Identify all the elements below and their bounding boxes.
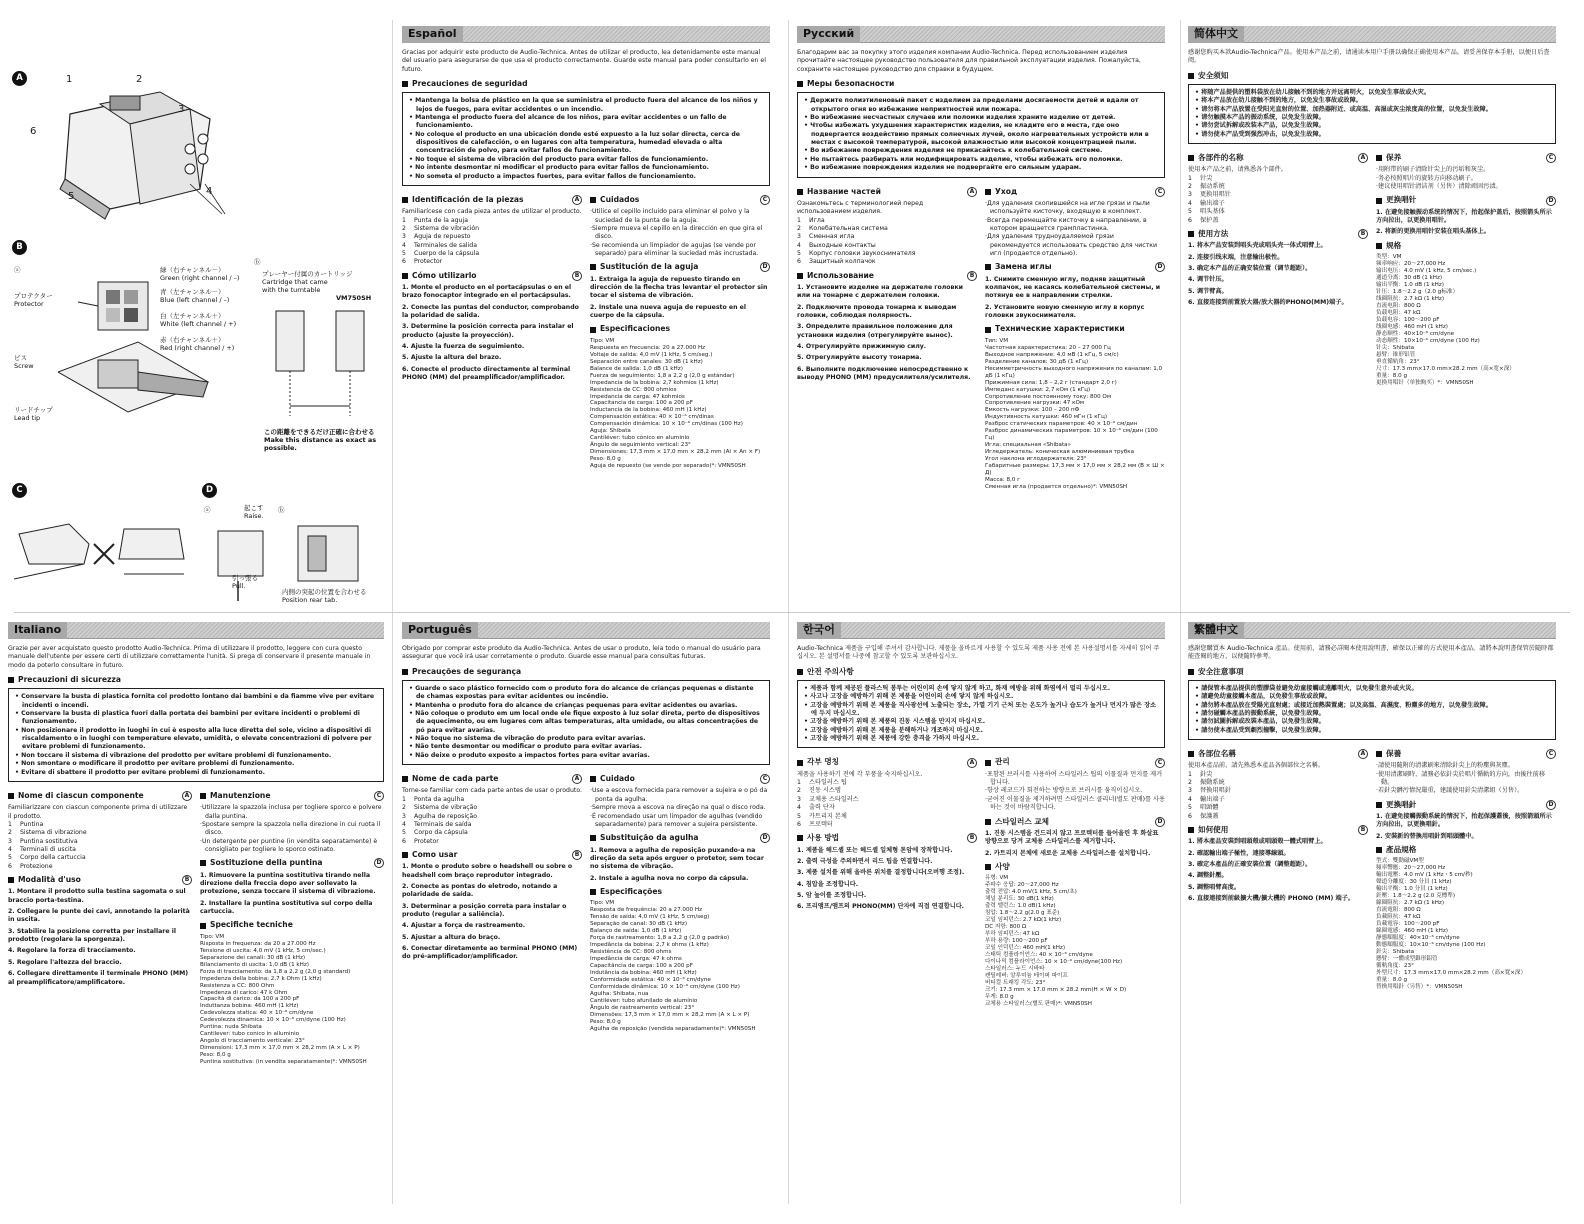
parts-heading: 各部件的名称 A (1188, 153, 1368, 163)
parts-heading: 각부 명칭 A (797, 757, 977, 767)
lang-title: Español (402, 26, 463, 43)
care-list: · Use a escova fornecida para remover a sujeira e o pó da ponta da agulha. · Sempre mova a escova na direção na qual o disco roda. · É recomendado usar um limpador de agulhas (vendido separadamente) para remover a sujeira persistente. (590, 787, 770, 829)
use-heading: Использование B (797, 271, 977, 281)
lang-title: 繁體中文 (1188, 622, 1244, 639)
parts-list: 1 Punta de la aguja 2 Sistema de vibración 3 Aguja de repuesto 4 Terminales de salida 5 Cuerpo de la cápsula 6 Protector (402, 216, 480, 266)
parts-intro: Familiarícese con cada pieza antes de utilizar el producto. (402, 208, 582, 216)
panel-ru: Русский Благодарим вас за покупку этого изделия компании Audio-Technica. Перед использованием изделия прочитайте настоящее руководство пользователя для правильной эксплуатации изделия. Пожалуйста, сохраните настоящее руководство для справки в будущем. Меры безопасности • Держите полиэтиленовый пакет с изделием за пределами досягаемости детей и вдали от открытого огня во избежание неприятностей или пожара. • Во избежание несчастных случаев или поломки изделия храните изделие от детей. • Чтобы избежать ухудшения характеристик изделия, не кладите его в места, где оно подвергается воздействию прямых солнечных лучей, около нагревательных устройств или в местах с высокой температурой, высокой влажностью или высокой концентрацией пыли. • Во избежание повреждения изделия не прикасайтесь к колебательной системе. • Не пытайтесь разбирать или модифицировать изделие, чтобы избежать его поломки. • Во избежание повреждения изделия не подвергайте его сильным ударам. Название частей A Ознакомьтесь с терминологией перед использованием изделия. 1 Игла 2 Колебательная система 3 Сменная игла 4 Выходные контакты 5 Корпус головки звукоснимателя 6 Защитный колпачок Использование B 1. Установите изделие на держателе головки или на тонарме с держателем головки. 2. Подключите провода тонарма к выводам головки, соблюдая полярность. 3. Определите правильное положение для установки изделия (отрегулируйте вынос). 4. Отрегулируйте прижимную силу. 5. Отрегулируйте высоту тонарма. 6. Выполните подключение непосредственно к выводу PHONO (MM) предусилителя/усилителя. Уход C · Для удаления скопившейся на игле грязи и пыли используйте кисточку, входящую в комплект. · Всегда перемещайте кисточку в направлении, в котором вращается грампластинка. · Для удаления трудноудаляемой грязи рекомендуется использовать средство для чистки игл (продается отдельно). Замена иглы D 1. Снимите сменную иглу, подняв защитный колпачок, не касаясь колебательной системы, и потянув ее в направлении стрелки. 2. Установите новую сменную иглу в корпус головки звукоснимателя. Технические характеристики Тип: VM Частотная характеристика: 20 – 27 000 Гц Выходное напряжение: 4,0 мВ (1 кГц, 5 см/с) Разделение каналов: 30 дБ (1 кГц) Несимметричность выходного напряжения по каналам: 1,0 дБ (1 кГц) Прижимная сила: 1,8 – 2,2 г (стандарт 2,0 г) Импеданс катушки: 2,7 кОм (1 кГц) Сопротивление постоянному току: 800 Ом Сопротивление нагрузки: 47 кОм Емкость нагрузки: 100 – 200 пФ Индуктивность катушки: 460 мГн (1 кГц) Разброс статических параметров: 40 × 10⁻⁶ см/дин Разброс динамических параметров: 10 × 10⁻⁶ см/дин (100 Гц) Игла: специальная «Shibata» Игледержатель: коническая алюминиевая трубка Угол наклона иглодержателя: 23° Габаритные размеры: 17,3 мм × 17,0 мм × 28,2 мм (В × Ш × Д) Масса: 8,0 г Сменная игла (продается отдельно)*: VMN50SH (797, 26, 1165, 606)
care-list: · 請使用隨附的清潔刷來清除針尖上的粉塵與灰塵。 · 使用清潔刷時，請務必依針尖於唱片循軌的方向，由後往前移動。 · 若針尖髒污情況嚴重，建議使用針尖清潔組（另售）。 (1376, 762, 1556, 795)
specs-heading: 사양 (985, 862, 1165, 872)
specs-heading: 规格 (1376, 241, 1556, 251)
care-heading: Manutenzione C (200, 791, 384, 801)
parts-heading: Nome de cada parte A (402, 774, 582, 784)
use-step: 2. Conecte las puntas del conductor, comprobando la polaridad de salida. (402, 303, 579, 320)
raise-label: 起こす Raise. (244, 504, 264, 521)
care-heading: 保養 C (1376, 749, 1556, 759)
replace-heading: 更換唱針 D (1376, 800, 1556, 810)
safety-box: • 将随产品提供的塑料袋放在幼儿接触不到的地方并远离明火，以免发生事故或火灾。 • 将本产品放在幼儿接触不到的地方，以免发生事故或故障。 • 请勿将本产品放置在受阳光直射的位置、加热器附近、或高温、高湿或灰尘浓度高的位置，以免发生故障。 • 请勿触摸本产品的振动系统，以免发生故障。 • 请勿尝试拆解或改装本产品，以免发生故障。 • 请勿使本产品受到强烈冲击，以免发生故障。 (1188, 84, 1556, 144)
lang-header (797, 622, 1165, 639)
intro: Grazie per aver acquistato questo prodotto Audio-Technica. Prima di utilizzare il prodotto, leggere con cura questo manuale dell'utente per essere certi di utilizzare correttamente l'unità. Si prega di conservare il presente manuale in modo da poterlo consultare in futuro. (8, 645, 371, 669)
replace-heading: Замена иглы D (985, 262, 1165, 272)
specs-text: 유형: VM 주파수 응답: 20～27,000 Hz 출력 전압: 4.0 mV(1 kHz, 5 cm/초) 채널 분리도: 30 dB(1 kHz) 출력 밸런스: 1.0 dB(1 kHz) 침압: 1.8～2.2 g(2.0 g 표준) 코일 임피던스: 2.7 kΩ(1 kHz) DC 저항: 800 Ω 부하 임피던스: 47 kΩ 부하 용량: 100～200 pF 코일 인덕턴스: 460 mH(1 kHz) 스태틱 컴플라이언스: 40 × 10⁻⁶ cm/dyne 다이나믹 컴플라이언스: 10 × 10⁻⁶ cm/dyne(100 Hz) 스타일러스: 누드 시바타 캔틸레버: 알루미늄 테이퍼 파이프 버티컬 트래킹 각도: 23° 크기: 17.3 mm × 17.0 mm × 28.2 mm(H × W × D) 무게: 8.0 g 교체용 스타일러스(별도 판매)*: VMN50SH (985, 875, 1127, 1007)
replace-heading: 更换唱针 D (1376, 195, 1556, 205)
figures-panel (8, 26, 380, 606)
use-step: 1. Monte el producto en el portacápsulas o en el brazo fonocaptor integrado en el portacápsulas. (402, 283, 572, 300)
care-heading: Cuidados C (590, 195, 770, 205)
lang-header (1188, 622, 1556, 639)
callout-5: 5 (68, 191, 75, 202)
lang-header (8, 622, 384, 639)
parts-list: 1 針尖 2 振動系統 3 替換用唱針 4 輸出端子 5 唱頭體 6 保護蓋 (1188, 770, 1231, 820)
care-heading: Уход C (985, 187, 1165, 197)
use-heading: Cómo utilizarlo B (402, 271, 582, 281)
wire-white-label: 白（左チャンネル＋） White (left channel / +) (160, 312, 237, 329)
use-step: 4. Ajuste la fuerza de seguimiento. (402, 343, 525, 351)
safety-heading: 安全注意事項 (1188, 667, 1556, 677)
parts-list: 1 Puntina 2 Sistema di vibrazione 3 Puntina sostitutiva 4 Terminali di uscita 5 Corpo della cartuccia 6 Protezione (8, 820, 87, 870)
parts-list: 1 Ponta da agulha 2 Sistema de vibração 3 Agulha de reposição 4 Terminais de saída 5 Corpo da cápsula 6 Protetor (402, 795, 478, 845)
parts-list: 1 Игла 2 Колебательная система 3 Сменная игла 4 Выходные контакты 5 Корпус головки звукоснимателя 6 Защитный колпачок (797, 216, 916, 266)
safety-heading: Precauções de segurança (402, 667, 770, 677)
rear-tab-label: 内側の突起の位置を合わせる Position rear tab. (282, 588, 367, 605)
pull-label: 引っ張る Pull. (232, 574, 258, 591)
safety-box: • Mantenga la bolsa de plástico en la que se suministra el producto fuera del alcance de los niños y lejos de fuegos, para evitar accidentes o un incendio. • Mantenga el producto fuera del alcance de los niños, para evitar accidentes o un fallo de funcionamiento. • No coloque el producto en una ubicación donde esté expuesto a la luz solar directa, cerca de dispositivos de calefacción, o en lugares con alta temperatura, humedad elevada o alta concentración de polvo, para evitar fallos de funcionamiento. • No toque el sistema de vibración del producto para evitar fallos de funcionamiento. • No intente desmontar ni modificar el producto para evitar fallos de funcionamiento. • No someta el producto a impactos fuertes, para evitar fallos de funcionamiento. (402, 92, 770, 186)
safety-box: • 請保管本產品提供的塑膠袋並避免幼童接觸或遠離明火，以免發生意外或火災。 • 請避免幼童接觸本產品，以免發生事故或故障。 • 請勿將本產品放在受陽光直射處；或接近加熱裝置處；以及高溫、高濕度、粉塵多的地方，以免發生故障。 • 請勿碰觸本產品的振動系統，以免發生故障。 • 請勿試圖拆解或改裝本產品，以免發生故障。 • 請勿使本產品受到劇烈撞擊，以免發生故障。 (1188, 680, 1556, 740)
specs-heading: 產品規格 (1376, 845, 1556, 855)
panel-it: Italiano Grazie per aver acquistato questo prodotto Audio-Technica. Prima di utilizzare il prodotto, leggere con cura questo manuale dell'utente per essere certi di utilizzare correttamente l'unità. Si prega di conservare il presente manuale in modo da poterlo consultare in futuro. Precauzioni di sicurezza • Conservare la busta di plastica fornita col prodotto lontano dai bambini e da fiamme vive per evitare incidenti o incendi. • Conservare la busta di plastica fuori dalla portata dei bambini per evitare incidenti o problemi di funzionamento. • Non posizionare il prodotto in luoghi in cui è esposto alla luce diretta del sole, vicino a dispositivi di riscaldamento o in luoghi con temperature elevate, umidità, o elevate concentrazioni di polvere per evitare problemi di funzionamento. • Non toccare il sistema di vibrazione del prodotto per evitare problemi di funzionamento. • Non smontare o modificare il prodotto per evitare problemi di funzionamento. • Evitare di sbattere il prodotto per evitare problemi di funzionamento. Nome di ciascun componente A Familiarizzare con ciascun componente prima di utilizzare il prodotto. 1 Puntina 2 Sistema di vibrazione 3 Puntina sostitutiva 4 Terminali di uscita 5 Corpo della cartuccia 6 Protezione Modalità d'uso B 1. Montare il prodotto sulla testina sagomata o sul braccio porta-testina. 2. Collegare le punte dei cavi, annotando la polarità in uscita. 3. Stabilire la posizione corretta per installare il prodotto (regolare la sporgenza). 4. Regolare la forza di tracciamento. 5. Regolare l'altezza del braccio. 6. Collegare direttamente il terminale PHONO (MM) al preamplificatore/amplificatore. Manutenzione C · Utilizzare la spazzola inclusa per togliere sporco e polvere dalla puntina. · Spostare sempre la spazzola nella direzione in cui ruota il disco. · Un detergente per puntine (in vendita separatamente) è consigliato per togliere lo sporco ostinato. Sostituzione della puntina D 1. Rimuovere la puntina sostitutiva tirando nella direzione della freccia dopo aver sollevato la protezione, senza toccare il sistema di vibrazione. 2. Installare la puntina sostitutiva sul corpo della cartuccia. Specifiche tecniche Tipo: VM Risposta in frequenza: da 20 a 27.000 Hz Tensione di uscita: 4,0 mV (1 kHz, 5 cm/sec.) Separazione dei canali: 30 dB (1 kHz) Bilanciamento di uscita: 1,0 dB (1 kHz) Forza di tracciamento: da 1,8 a 2,2 g (2,0 g standard) Impedenza della bobina: 2,7 k Ohm (1 kHz) Resistenza a CC: 800 Ohm Impedenza di carico: 47 k Ohm Capacità di carico: da 100 a 200 pF Induttanza bobina: 460 mH (1 kHz) Cedevolezza statica: 40 × 10⁻⁶ cm/dyne Cedevolezza dinamica: 10 × 10⁻⁶ cm/dyne (100 Hz) Puntina: nuda Shibata Cantilever: tubo conico in alluminio Angolo di tracciamento verticale: 23° Dimensioni: 17,3 mm × 17,0 mm × 28,2 mm (A × L × P) Peso: 8,0 g Puntina sostitutiva: (in vendita separatamente)*: VMN50SH (8, 622, 384, 1202)
parts-intro: Familiarizzare con ciascun componente prima di utilizzare il prodotto. (8, 804, 188, 820)
panel-zh-tw: 繁體中文 感謝您購買本 Audio-Technica 產品。使用前，請務必詳閱本使用說明書，確保以正確的方式使用本產品。請將本說明書保管於隨時都能查閱的地方，以便隨時參考。 安全注意事項 • 請保管本產品提供的塑膠袋並避免幼童接觸或遠離明火，以免發生意外或火災。 • 請避免幼童接觸本產品，以免發生事故或故障。 • 請勿將本產品放在受陽光直射處；或接近加熱裝置處；以及高溫、高濕度、粉塵多的地方，以免發生故障。 • 請勿碰觸本產品的振動系統，以免發生故障。 • 請勿試圖拆解或改裝本產品，以免發生故障。 • 請勿使本產品受到劇烈撞擊，以免發生故障。 各部位名稱 A 使用本產品前，請先熟悉本產品各個部位之名稱。 1 針尖 2 振動系統 3 替換用唱針 4 輸出端子 5 唱頭體 6 保護蓋 如何使用 B 1. 將本產品安裝到唱頭殼或唱頭殼一體式唱臂上。 2. 確認輸出端子極性，連接導線頭。 3. 確定本產品的正確安裝位置（調整超距）。 4. 調整針壓。 5. 調整唱臂高度。 6. 直接連接到前級擴大機/擴大機的 PHONO (MM) 端子。 保養 C · 請使用隨附的清潔刷來清除針尖上的粉塵與灰塵。 · 使用清潔刷時，請務必依針尖於唱片循軌的方向，由後往前移動。 · 若針尖髒污情況嚴重，建議使用針尖清潔組（另售）。 更換唱針 D 1. 在避免接觸振動系統的情況下，抬起保護蓋後，按照箭頭所示方向拉出，以更換唱針。 2. 安裝新的替換用唱針到唱頭體中。 產品規格 型式：雙動磁VM型 頻率響應：20～27,000 Hz 輸出電壓：4.0 mV (1 kHz・5 cm/秒) 聲道分離度：30 分貝 (1 kHz) 輸出平衡：1.0 分貝 (1 kHz) 針壓：1.8～2.2 g (2.0 克標準) 線圈阻抗：2.7 kΩ (1 kHz) 直流電阻：800 Ω 負載阻抗：47 kΩ 負載電容：100～200 pF 線圈電感：460 mH (1 kHz) 靜態順服度：40×10⁻⁶ cm/dyne 動態順服度：10×10⁻⁶ cm/dyne (100 Hz) 針尖：Shibata 懸臂：一體成型錐形鋁管 循軌角度：23° 外型尺寸：17.3 mm×17.0 mm×28.2 mm（高×寬×深） 重量：8.0 g 替換用唱針（另售）*：VMN50SH (1188, 622, 1556, 1202)
fold-line-horizontal (14, 612, 1570, 613)
parts-intro: 使用本產品前，請先熟悉本產品各個部位之名稱。 (1188, 762, 1325, 770)
care-heading: Cuidado C (590, 774, 770, 784)
care-heading: 관리 C (985, 757, 1165, 767)
use-heading: Como usar B (402, 850, 582, 860)
lang-header (1188, 26, 1556, 43)
protector-label: プロテクター Protector (14, 292, 53, 309)
callout-6: 6 (30, 126, 37, 137)
intro: 感謝您購買本 Audio-Technica 產品。使用前，請務必詳閱本使用說明書，確保以正確的方式使用本產品。請將本說明書保管於隨時都能查閱的地方，以便隨時參考。 (1188, 645, 1554, 661)
use-heading: 如何使用 B (1188, 825, 1368, 835)
lang-title: Русский (797, 26, 860, 43)
parts-heading: Название частей A (797, 187, 977, 197)
care-list: · 用附带的刷子清除针尖上的污垢和灰尘。 · 务必按照唱片的旋转方向移动刷子。 · 建议使用唱针清洁剂（另售）清除顽固污渍。 (1376, 166, 1556, 191)
fig-b-sub-a: ⓐ (14, 266, 21, 274)
screw-label: ビス Screw (14, 354, 34, 371)
callout-3: 3 (178, 104, 185, 115)
care-list: · Utilizzare la spazzola inclusa per togliere sporco e polvere dalla puntina. · Spostare sempre la spazzola nella direzione in cui ruota il disco. · Un detergente per puntine (in vendita separatamente) è consigliato per togliere lo sporco ostinato. (200, 804, 384, 854)
parts-intro: Torne-se familiar com cada parte antes de usar o produto. (402, 787, 582, 795)
fig-d-sub-b: ⓑ (278, 506, 285, 514)
replace-heading: Sostituzione della puntina D (200, 858, 384, 868)
safety-heading: Меры безопасности (797, 79, 1165, 89)
distance-note: この距離をできるだけ正確に合わせる Make this distance as exact as possible. (264, 428, 377, 453)
safety-heading: 安全须知 (1188, 71, 1556, 81)
parts-list: 1 针尖 2 振动系统 3 更换用唱针 4 输出端子 5 唱头基体 6 保护盖 (1188, 174, 1231, 224)
alignment-illustration (14, 504, 194, 594)
use-heading: 使用方法 B (1188, 229, 1368, 239)
callout-2: 2 (136, 74, 143, 85)
specs-heading: Especificações (590, 887, 770, 897)
specs-text: Tipo: VM Risposta in frequenza: da 20 a 27.000 Hz Tensione di uscita: 4,0 mV (1 kHz, 5 cm/sec.) Separazione dei canali: 30 dB (1 kHz) Bilanciamento di uscita: 1,0 dB (1 kHz) Forza di tracciamento: da 1,8 a 2,2 g (2,0 g standard) Impedenza della bobina: 2,7 k Ohm (1 kHz) Resistenza a CC: 800 Ohm Impedenza di carico: 47 k Ohm Capacità di carico: da 100 a 200 pF Induttanza bobina: 460 mH (1 kHz) Cedevolezza statica: 40 × 10⁻⁶ cm/dyne Cedevolezza dinamica: 10 × 10⁻⁶ cm/dyne (100 Hz) Puntina: nuda Shibata Cantilever: tubo conico in alluminio Angolo di tracciamento verticale: 23° Dimensioni: 17,3 mm × 17,0 mm × 28,2 mm (A × L × P) Peso: 8,0 g Puntina sostitutiva: (in vendita separatamente)*: VMN50SH (200, 933, 367, 1066)
safety-box: • Guarde o saco plástico fornecido com o produto fora do alcance de crianças pequenas e distante de chamas expostas para evitar acidentes ou incêndio. • Mantenha o produto fora do alcance de crianças pequenas para evitar acidentes ou avarias. • Não coloque o produto em um local onde ele fique exposto à luz solar direta, perto de dispositivos de aquecimento, ou em lugares com altas temperaturas, alta umidade, ou altas concentrações de pó para evitar avarias. • Não toque no sistema de vibração do produto para evitar avarias. • Não tente desmontar ou modificar o produto para evitar avarias. • Não deixe o produto exposto a impactos fortes para evitar avarias. (402, 680, 770, 765)
parts-intro: Ознакомьтесь с терминологией перед использованием изделия. (797, 199, 924, 216)
intro: Благодарим вас за покупку этого изделия компании Audio-Technica. Перед использованием изделия прочитайте настоящее руководство пользователя для правильной эксплуатации изделия. Пожалуйста, сохраните настоящее руководство для справки в будущем. (797, 49, 1141, 73)
use-step: 5. Ajuste la altura del brazo. (402, 354, 502, 362)
care-list: · Для удаления скопившейся на игле грязи и пыли используйте кисточку, входящую в комплект. · Всегда перемещайте кисточку в направлении, в котором вращается грампластинка. · Для удаления трудноудаляемой грязи рекомендуется использовать средство для чистки игл (продается отдельно). (985, 200, 1165, 259)
specs-heading: Specifiche tecniche (200, 920, 384, 930)
callout-4: 4 (206, 186, 213, 197)
fig-d-sub-a: ⓐ (204, 506, 211, 514)
callout-1: 1 (66, 74, 73, 85)
specs-heading: Especificaciones (590, 324, 770, 334)
lang-title: Português (402, 622, 478, 639)
fig-b-sub-b: ⓑ (254, 258, 261, 266)
specs-text: 类型：VM 频率响应：20～27,000 Hz 输出电压：4.0 mV (1 kHz, 5 cm/sec.) 通道分离：30 dB (1 kHz) 输出平衡：1.0 dB (1 kHz) 针压：1.8～2.2 g（2.0 g标准） 线圈阻抗：2.7 kΩ (1 kHz) 直流电阻：800 Ω 负载电阻：47 kΩ 负载电容：100～200 pF 线圈电感：460 mH (1 kHz) 静态顺性：40×10⁻⁶ cm/dyne 动态顺性：10×10⁻⁶ cm/dyne (100 Hz) 针尖：Shibata 悬臂：锥形铝管 垂直循轨角：23° 尺寸：17.3 mm×17.0 mm×28.2 mm（高×宽×深） 重量：8.0 g 更换用唱针（单独购买）*：VMN50SH (1376, 254, 1515, 386)
parts-heading: Nome di ciascun componente A (8, 791, 192, 801)
parts-heading: 各部位名稱 A (1188, 749, 1368, 759)
use-step: 3. Determine la posición correcta para instalar el producto (ajuste la proyección). (402, 323, 574, 339)
replace-heading: 스타일러스 교체 D (985, 817, 1165, 827)
wire-red-label: 赤（右チャンネル＋） Red (right channel / +) (160, 336, 235, 353)
panel-es: Español Gracias por adquirir este producto de Audio-Technica. Antes de utilizar el producto, lea detenidamente este manual del usuario para asegurarse de que usa el producto correctamente. Guarde este manual para poder consultarlo en el futuro. Precauciones de seguridad • Mantenga la bolsa de plástico en la que se suministra el producto fuera del alcance de los niños y lejos de fuegos, para evitar accidentes o un incendio. • Mantenga el producto fuera del alcance de los niños, para evitar accidentes o un fallo de funcionamiento. • No coloque el producto en una ubicación donde esté expuesto a la luz solar directa, cerca de dispositivos de calefacción, o en lugares con alta temperatura, humedad elevada o alta concentración de polvo, para evitar fallos de funcionamiento. • No toque el sistema de vibración del producto para evitar fallos de funcionamiento. • No intente desmontar ni modificar el producto para evitar fallos de funcionamiento. • No someta el producto a impactos fuertes, para evitar fallos de funcionamiento. Identificación de la piezas A Familiarícese con cada pieza antes de utilizar el producto. 1 Punta de la aguja 2 Sistema de vibración 3 Aguja de repuesto 4 Terminales de salida 5 Cuerpo de la cápsula 6 Protector Cómo utilizarlo B 1. Monte el producto en el portacápsulas o en el brazo fonocaptor integrado en el portacápsulas. 2. Conecte las puntas del conductor, comprobando la polaridad de salida. 3. Determine la posición correcta para instalar el producto (ajuste la proyección). 4. Ajuste la fuerza de seguimiento. 5. Ajuste la altura del brazo. 6. Conecte el producto directamente al terminal PHONO (MM) del preamplificador/amplificador. Cuidados C · Utilice el cepillo incluido para eliminar el polvo y la suciedad de la punta de la aguja. · Siempre mueva el cepillo en la dirección en que gira el disco. · Se recomienda un limpiador de agujas (se vende por separado) para eliminar la suciedad más incrustada. Sustitución de la aguja D 1. Extraiga la aguja de repuesto tirando en dirección de la flecha tras levantar el protector sin tocar el sistema de vibración. 2. Instale una nueva aguja de repuesto en el cuerpo de la cápsula. Especificaciones Tipo: VM Respuesta en frecuencia: 20 a 27.000 Hz Voltaje de salida: 4,0 mV (1 kHz, 5 cm/seg.) Separación entre canales: 30 dB (1 kHz) Balance de salida: 1,0 dB (1 kHz) Fuerza de seguimiento: 1,8 a 2,2 g (2,0 g estándar) Impedancia de la bobina: 2,7 kohmios (1 kHz) Resistencia de CC: 800 ohmios Impedancia de carga: 47 kohmios Capacitancia de carga: 100 a 200 pF Inductancia de la bobina: 460 mH (1 kHz) Compensación estática: 40 × 10⁻⁶ cm/dinas Compensación dinámica: 10 × 10⁻⁶ cm/dinas (100 Hz) Aguja: Shibata Cantiléver: tubo cónico en aluminio Ángulo de seguimiento vertical: 23° Dimensiones: 17,3 mm × 17,0 mm × 28,2 mm (Al × An × F) Peso: 8,0 g Aguja de repuesto (se vende por separado)*: VMN50SH (402, 26, 770, 606)
lang-title: 简体中文 (1188, 26, 1244, 43)
parts-intro: 제품을 사용하기 전에 각 부품을 숙지하십시오. (797, 770, 923, 778)
safety-heading: Precauzioni di sicurezza (8, 675, 384, 685)
specs-text: Tipo: VM Respuesta en frecuencia: 20 a 27.000 Hz Voltaje de salida: 4,0 mV (1 kHz, 5 cm/seg.) Separación entre canales: 30 dB (1 kHz) Balance de salida: 1,0 dB (1 kHz) Fuerza de seguimiento: 1,8 a 2,2 g (2,0 g estándar) Impedancia de la bobina: 2,7 kohmios (1 kHz) Resistencia de CC: 800 ohmios Impedancia de carga: 47 kohmios Capacitancia de carga: 100 a 200 pF Inductancia de la bobina: 460 mH (1 kHz) Compensación estática: 40 × 10⁻⁶ cm/dinas Compensación dinámica: 10 × 10⁻⁶ cm/dinas (100 Hz) Aguja: Shibata Cantiléver: tubo cónico en aluminio Ángulo de seguimiento vertical: 23° Dimensiones: 17,3 mm × 17,0 mm × 28,2 mm (Al × An × F) Peso: 8,0 g Aguja de repuesto (se vende por separado)*: VMN50SH (590, 337, 761, 470)
lang-title: Italiano (8, 622, 67, 639)
intro: Gracias por adquirir este producto de Audio-Technica. Antes de utilizar el producto, lea detenidamente este manual del usuario para asegurarse de que usa el producto correctamente. Guarde este manual para poder consultarlo en el futuro. (402, 49, 766, 73)
care-heading: 保养 C (1376, 153, 1556, 163)
lang-header (402, 26, 770, 43)
intro: Obrigado por comprar este produto da Audio-Technica. Antes de usar o produto, leia todo o manual do usuário para assegurar que você irá usar corretamente o produto. Guarde esse manual para consultas futuras. (402, 645, 761, 661)
safety-heading: Precauciones de seguridad (402, 79, 770, 89)
replace-heading: Substituição da agulha D (590, 833, 770, 843)
model-label: VM750SH (336, 294, 372, 302)
use-step: 6. Conecte el producto directamente al terminal PHONO (MM) del preamplificador/amplificador. (402, 365, 571, 382)
player-cartridge-label: プレーヤー付属のカートリッジ Cartridge that came with the turntable (262, 270, 353, 295)
lang-title: 한국어 (797, 622, 841, 639)
figure-label-d: D (202, 483, 217, 498)
specs-text: Tipo: VM Resposta de frequência: 20 a 27.000 Hz Tensão de saída: 4,0 mV (1 kHz, 5 cm/seg) Separação de canal: 30 dB (1 kHz) Balanço de saída: 1,0 dB (1 kHz) Força de rastreamento: 1,8 a 2,2 g (2,0 g padrão) Impedância da bobina: 2,7 k ohms (1 kHz) Resistência de CC: 800 ohms Impedância de carga: 47 k ohms Capacitância de carga: 100 a 200 pF Indutância da bobina: 460 mH (1 kHz) Conformidade estática: 40 × 10⁻⁶ cm/dyne Conformidade dinâmica: 10 × 10⁻⁶ cm/dyne (100 Hz) Agulha: Shibata, nua Cantiléver: tubo afunilado de alumínio Ângulo de rastreamento vertical: 23° Dimensões: 17,3 mm × 17,0 mm × 28,2 mm (A × L × P) Peso: 8,0 g Agulha de reposição (vendida separadamente)*: VMN50SH (590, 900, 756, 1032)
specs-text: Тип: VM Частотная характеристика: 20 – 27 000 Гц Выходное напряжение: 4,0 мВ (1 кГц, 5 см/с) Разделение каналов: 30 дБ (1 кГц) Несимметричность выходного напряжения по каналам: 1,0 дБ (1 кГц) Прижимная сила: 1,8 – 2,2 г (стандарт 2,0 г) Импеданс катушки: 2,7 кОм (1 кГц) Сопротивление постоянному току: 800 Ом Сопротивление нагрузки: 47 кОм Емкость нагрузки: 100 – 200 пФ Индуктивность катушки: 460 мГн (1 кГц) Разброс статических параметров: 40 × 10⁻⁶ см/дин Разброс динамических параметров: 10 × 10⁻⁶ см/дин (100 Гц) Игла: специальная «Shibata» Игледержатель: коническая алюминиевая трубка Угол наклона иглодержателя: 23° Габаритные размеры: 17,3 мм × 17,0 мм × 28,2 мм (В × Ш × Д) Масса: 8,0 г Сменная игла (продается отдельно)*: VMN50SH (985, 337, 1165, 491)
parts-intro: 使用本产品之前，请熟悉各个部件。 (1188, 166, 1287, 174)
use-heading: 사용 방법 B (797, 833, 977, 843)
replace-heading: Sustitución de la aguja D (590, 262, 770, 272)
lead-tip-label: リードチップ Lead tip (14, 406, 53, 423)
figure-label-b: B (12, 240, 27, 255)
parts-list: 1 스타일러스 팁 2 진동 시스템 3 교체용 스타일러스 4 출력 단자 5 카트리지 본체 6 프로텍터 (797, 779, 859, 828)
care-list: · 포함된 브러시를 사용하여 스타일러스 팁의 이물질과 먼지를 제거합니다. · 항상 레코드가 회전하는 방향으로 브러시를 움직이십시오. · 굳어진 이물질을 제거하려면 스타일러스 클리너(별도 판매)를 사용하는 것이 바람직합니다. (985, 771, 1165, 813)
safety-box: • 제품과 함께 제공된 플라스틱 봉투는 어린이의 손에 닿지 않게 하고, 화재 예방을 위해 화염에서 멀리 두십시오. • 사고나 고장을 예방하기 위해 본 제품을 어린이의 손에 닿지 않게 하십시오. • 고장을 예방하기 위해 본 제품을 직사광선에 노출되는 장소, 가열 기기 근처 또는 온도가 높거나 습도가 높거나 먼지가 많은 장소에 두지 마십시오. • 고장을 예방하기 위해 본 제품의 진동 시스템을 만지지 마십시오. • 고장을 예방하기 위해 본 제품을 분해하거나 개조하지 마십시오. • 고장을 예방하기 위해 본 제품에 강한 충격을 가하지 마십시오. (797, 680, 1165, 749)
safety-box: • Держите полиэтиленовый пакет с изделием за пределами досягаемости детей и вдали от открытого огня во избежание неприятностей или пожара. • Во избежание несчастных случаев или поломки изделия храните изделие от детей. • Чтобы избежать ухудшения характеристик изделия, не кладите его в места, где оно подвергается воздействию прямых солнечных лучей, около нагревательных устройств или в местах с высокой температурой, высокой влажностью или высокой концентрацией пыли. • Во избежание повреждения изделия не прикасайтесь к колебательной системе. • Не пытайтесь разбирать или модифицировать изделие, чтобы избежать его поломки. • Во избежание повреждения изделия не подвергайте его сильным ударам. (797, 92, 1165, 177)
use-heading: Modalità d'uso B (8, 875, 192, 885)
safety-box: • Conservare la busta di plastica fornita col prodotto lontano dai bambini e da fiamme vive per evitare incidenti o incendi. • Conservare la busta di plastica fuori dalla portata dei bambini per evitare incidenti o problemi di funzionamento. • Non posizionare il prodotto in luoghi in cui è esposto alla luce diretta del sole, vicino a dispositivi di riscaldamento o in luoghi con temperature elevate, umidità, o elevate concentrazioni di polvere per evitare problemi di funzionamento. • Non toccare il sistema di vibrazione del prodotto per evitare problemi di funzionamento. • Non smontare o modificare il prodotto per evitare problemi di funzionamento. • Evitare di sbattere il prodotto per evitare problemi di funzionamento. (8, 688, 384, 782)
figure-label-c: C (12, 483, 27, 498)
safety-heading: 안전 주의사항 (797, 667, 1165, 677)
lang-header (402, 622, 770, 639)
wire-blue-label: 青（左チャンネル－） Blue (left channel / –) (160, 288, 230, 305)
intro: 感谢您购买本款Audio-Technica产品。使用本产品之前，请通读本用户手册以确保正确使用本产品。请妥善保存本手册，以便日后查阅。 (1188, 49, 1550, 65)
wire-green-label: 緑（右チャンネル－） Green (right channel / –) (160, 266, 240, 283)
panel-zh-cn: 简体中文 感谢您购买本款Audio-Technica产品。使用本产品之前，请通读本用户手册以确保正确使用本产品。请妥善保存本手册，以便日后查阅。 安全须知 • 将随产品提供的塑料袋放在幼儿接触不到的地方并远离明火，以免发生事故或火灾。 • 将本产品放在幼儿接触不到的地方，以免发生事故或故障。 • 请勿将本产品放置在受阳光直射的位置、加热器附近、或高温、高湿或灰尘浓度高的位置，以免发生故障。 • 请勿触摸本产品的振动系统，以免发生故障。 • 请勿尝试拆解或改装本产品，以免发生故障。 • 请勿使本产品受到强烈冲击，以免发生故障。 各部件的名称 A 使用本产品之前，请熟悉各个部件。 1 针尖 2 振动系统 3 更换用唱针 4 输出端子 5 唱头基体 6 保护盖 使用方法 B 1. 将本产品安装到唱头壳或唱头壳一体式唱臂上。 2. 连接引线末端，注意输出极性。 3. 确定本产品的正确安装位置（调节超距）。 4. 调节针压。 5. 调节臂高。 6. 直接连接到前置放大器/放大器的PHONO(MM)端子。 保养 C · 用附带的刷子清除针尖上的污垢和灰尘。 · 务必按照唱片的旋转方向移动刷子。 · 建议使用唱针清洁剂（另售）清除顽固污渍。 更换唱针 D 1. 在避免接触振动系统的情况下，抬起保护盖后，按照箭头所示方向拉出，以更换用唱针。 2. 将新的更换用唱针安装在唱头基体上。 规格 类型：VM 频率响应：20～27,000 Hz 输出电压：4.0 mV (1 kHz, 5 cm/sec.) 通道分离：30 dB (1 kHz) 输出平衡：1.0 dB (1 kHz) 针压：1.8～2.2 g（2.0 g标准） 线圈阻抗：2.7 kΩ (1 kHz) 直流电阻：800 Ω 负载电阻：47 kΩ 负载电容：100～200 pF 线圈电感：460 mH (1 kHz) 静态顺性：40×10⁻⁶ cm/dyne 动态顺性：10×10⁻⁶ cm/dyne (100 Hz) 针尖：Shibata 悬臂：锥形铝管 垂直循轨角：23° 尺寸：17.3 mm×17.0 mm×28.2 mm（高×宽×深） 重量：8.0 g 更换用唱针（单独购买）*：VMN50SH (1188, 26, 1556, 606)
panel-ko: 한국어 Audio-Technica 제품을 구입해 주셔서 감사합니다. 제품을 올바르게 사용할 수 있도록 제품 사용 전에 본 사용설명서를 자세히 읽어 주십시오. 본 설명서를 나중에 참고할 수 있도록 보관하십시오. 안전 주의사항 • 제품과 함께 제공된 플라스틱 봉투는 어린이의 손에 닿지 않게 하고, 화재 예방을 위해 화염에서 멀리 두십시오. • 사고나 고장을 예방하기 위해 본 제품을 어린이의 손에 닿지 않게 하십시오. • 고장을 예방하기 위해 본 제품을 직사광선에 노출되는 장소, 가열 기기 근처 또는 온도가 높거나 습도가 높거나 먼지가 많은 장소에 두지 마십시오. • 고장을 예방하기 위해 본 제품의 진동 시스템을 만지지 마십시오. • 고장을 예방하기 위해 본 제품을 분해하거나 개조하지 마십시오. • 고장을 예방하기 위해 본 제품에 강한 충격을 가하지 마십시오. 각부 명칭 A 제품을 사용하기 전에 각 부품을 숙지하십시오. 1 스타일러스 팁 2 진동 시스템 3 교체용 스타일러스 4 출력 단자 5 카트리지 본체 6 프로텍터 사용 방법 B 1. 제품을 헤드셸 또는 헤드셸 일체형 톤암에 장착합니다. 2. 출력 극성을 주의하면서 리드 팁을 연결합니다. 3. 제품 설치를 위해 올바른 위치를 결정합니다(오버행 조정). 4. 침압을 조정합니다. 5. 암 높이를 조정합니다. 6. 프리앰프/앰프의 PHONO(MM) 단자에 직접 연결합니다. 관리 C · 포함된 브러시를 사용하여 스타일러스 팁의 이물질과 먼지를 제거합니다. · 항상 레코드가 회전하는 방향으로 브러시를 움직이십시오. · 굳어진 이물질을 제거하려면 스타일러스 클리너(별도 판매)를 사용하는 것이 바람직합니다. 스타일러스 교체 D 1. 진동 시스템을 건드리지 않고 프로텍터를 들어올린 후 화살표 방향으로 당겨 교체용 스타일러스를 제거합니다. 2. 카트리지 본체에 새로운 교체용 스타일러스를 설치합니다. 사양 유형: VM 주파수 응답: 20～27,000 Hz 출력 전압: 4.0 mV(1 kHz, 5 cm/초) 채널 분리도: 30 dB(1 kHz) 출력 밸런스: 1.0 dB(1 kHz) 침압: 1.8～2.2 g(2.0 g 표준) 코일 임피던스: 2.7 kΩ(1 kHz) DC 저항: 800 Ω 부하 임피던스: 47 kΩ 부하 용량: 100～200 pF 코일 인덕턴스: 460 mH(1 kHz) 스태틱 컴플라이언스: 40 × 10⁻⁶ cm/dyne 다이나믹 컴플라이언스: 10 × 10⁻⁶ cm/dyne(100 Hz) 스타일러스: 누드 시바타 캔틸레버: 알루미늄 테이퍼 파이프 버티컬 트래킹 각도: 23° 크기: 17.3 mm × 17.0 mm × 28.2 mm(H × W × D) 무게: 8.0 g 교체용 스타일러스(별도 판매)*: VMN50SH (797, 622, 1165, 1202)
overhang-illustration (266, 306, 376, 426)
panel-pt: Português Obrigado por comprar este produto da Audio-Technica. Antes de usar o produto, leia todo o manual do usuário para assegurar que você irá usar corretamente o produto. Guarde esse manual para consultas futuras. Precauções de segurança • Guarde o saco plástico fornecido com o produto fora do alcance de crianças pequenas e distante de chamas expostas para evitar acidentes ou incêndio. • Mantenha o produto fora do alcance de crianças pequenas para evitar acidentes ou avarias. • Não coloque o produto em um local onde ele fique exposto à luz solar direta, perto de dispositivos de aquecimento, ou em lugares com altas temperaturas, alta umidade, ou altas concentrações de pó para evitar avarias. • Não toque no sistema de vibração do produto para evitar avarias. • Não tente desmontar ou modificar o produto para evitar avarias. • Não deixe o produto exposto a impactos fortes para evitar avarias. Nome de cada parte A Torne-se familiar com cada parte antes de usar o produto. 1 Ponta da agulha 2 Sistema de vibração 3 Agulha de reposição 4 Terminais de saída 5 Corpo da cápsula 6 Protetor Como usar B 1. Monte o produto sobre o headshell ou sobre o headshell com braço reprodutor integrado. 2. Conecte as pontas do eletrodo, notando a polaridade de saída. 3. Determinar a posição correta para instalar o produto (regular a saliência). 4. Ajustar a força de rastreamento. 5. Ajustar a altura do braço. 6. Conectar diretamente ao terminal PHONO (MM) do pré-amplificador/amplificador. Cuidado C · Use a escova fornecida para remover a sujeira e o pó da ponta da agulha. · Sempre mova a escova na direção na qual o disco roda. · É recomendado usar um limpador de agulhas (vendido separadamente) para remover a sujeira persistente. Substituição da agulha D 1. Remova a agulha de reposição puxando-a na direção da seta após erguer o protetor, sem tocar no sistema de vibração. 2. Instale a agulha nova no corpo da cápsula. Especificações Tipo: VM Resposta de frequência: 20 a 27.000 Hz Tensão de saída: 4,0 mV (1 kHz, 5 cm/seg) Separação de canal: 30 dB (1 kHz) Balanço de saída: 1,0 dB (1 kHz) Força de rastreamento: 1,8 a 2,2 g (2,0 g padrão) Impedância da bobina: 2,7 k ohms (1 kHz) Resistência de CC: 800 ohms Impedância de carga: 47 k ohms Capacitância de carga: 100 a 200 pF Indutância da bobina: 460 mH (1 kHz) Conformidade estática: 40 × 10⁻⁶ cm/dyne Conformidade dinâmica: 10 × 10⁻⁶ cm/dyne (100 Hz) Agulha: Shibata, nua Cantiléver: tubo afunilado de alumínio Ângulo de rastreamento vertical: 23° Dimensões: 17,3 mm × 17,0 mm × 28,2 mm (A × L × P) Peso: 8,0 g Agulha de reposição (vendida separadamente)*: VMN50SH (402, 622, 770, 1202)
specs-text: 型式：雙動磁VM型 頻率響應：20～27,000 Hz 輸出電壓：4.0 mV (1 kHz・5 cm/秒) 聲道分離度：30 分貝 (1 kHz) 輸出平衡：1.0 分貝 (1 kHz) 針壓：1.8～2.2 g (2.0 克標準) 線圈阻抗：2.7 kΩ (1 kHz) 直流電阻：800 Ω 負載阻抗：47 kΩ 負載電容：100～200 pF 線圈電感：460 mH (1 kHz) 靜態順服度：40×10⁻⁶ cm/dyne 動態順服度：10×10⁻⁶ cm/dyne (100 Hz) 針尖：Shibata 懸臂：一體成型錐形鋁管 循軌角度：23° 外型尺寸：17.3 mm×17.0 mm×28.2 mm（高×寬×深） 重量：8.0 g 替換用唱針（另售）*：VMN50SH (1376, 858, 1527, 991)
figure-label-a: A (12, 71, 27, 86)
parts-heading: Identificación de la piezas A (402, 195, 582, 205)
care-list: · Utilice el cepillo incluido para eliminar el polvo y la suciedad de la punta de la aguja. · Siempre mueva el cepillo en la dirección en que gira el disco. · Se recomienda un limpiador de agujas (se vende por separado) para eliminar la suciedad más incrustada. (590, 208, 770, 258)
lang-header (797, 26, 1165, 43)
intro: Audio-Technica 제품을 구입해 주셔서 감사합니다. 제품을 올바르게 사용할 수 있도록 제품 사용 전에 본 사용설명서를 자세히 읽어 주십시오. 본 설명서를 나중에 참고할 수 있도록 보관하십시오. (797, 645, 1160, 661)
specs-heading: Технические характеристики (985, 324, 1165, 334)
